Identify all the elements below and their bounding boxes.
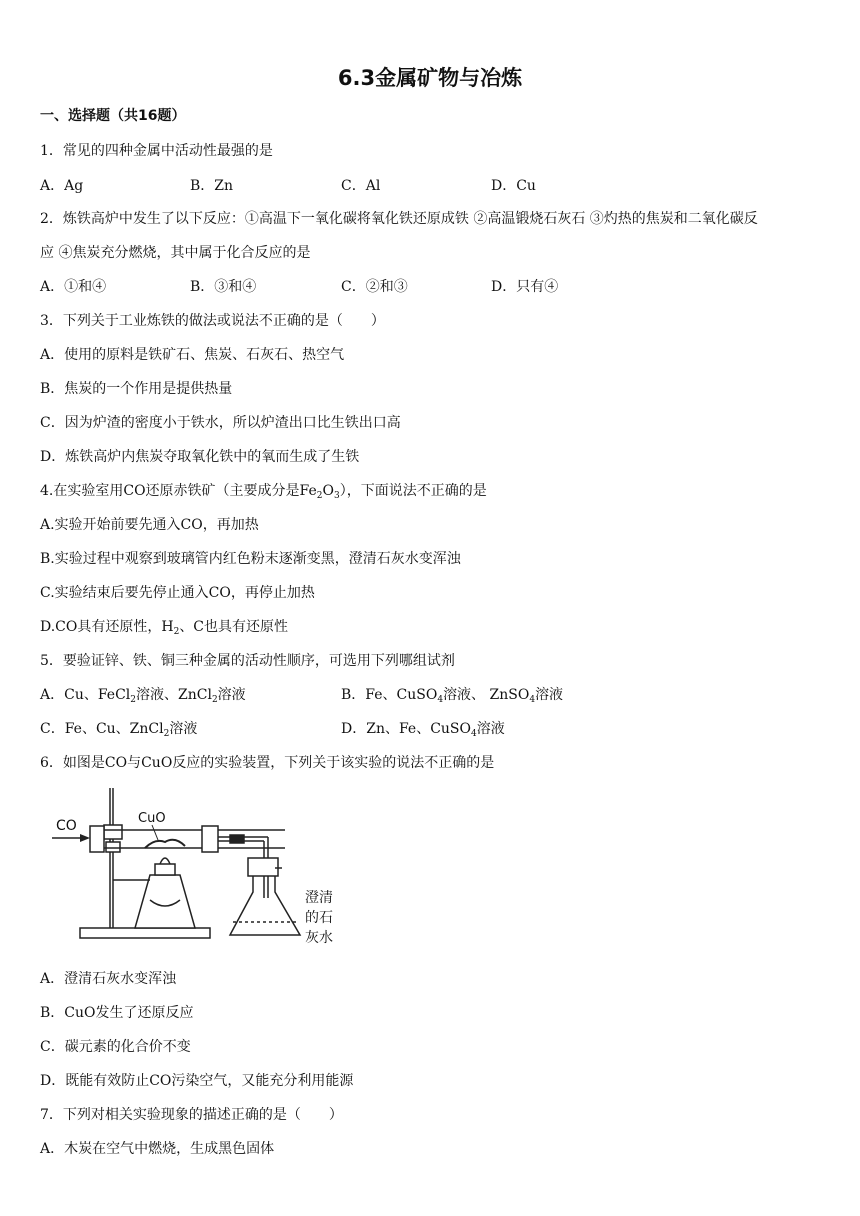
q5-option-b: B．Fe、CuSO$_4$溶液、 ZnSO$_4$溶液 [341, 687, 564, 705]
co-cuo-apparatus-figure [50, 780, 350, 950]
question-3-stem: 3．下列关于工业炼铁的做法或说法不正确的是（ ） [40, 313, 385, 329]
q4-option-d: D.CO具有还原性，$H_2$、C也具有还原性 [40, 619, 289, 637]
q6-option-b: B．CuO发生了还原反应 [40, 1005, 194, 1021]
question-6-stem: 6．如图是CO与CuO反应的实验装置，下列关于该实验的说法不正确的是 [40, 755, 495, 771]
q1-option-c: C．Al [341, 178, 381, 194]
q5-option-a: A．Cu、FeCl$_2$溶液、ZnCl$_2$溶液 [40, 687, 246, 705]
q1-option-b: B．Zn [190, 178, 234, 194]
q4-option-a: A.实验开始前要先通入CO，再加热 [40, 517, 259, 533]
question-4-stem: 4.在实验室用CO还原赤铁矿（主要成分是$Fe_2O_3$），下面说法不正确的是 [40, 483, 487, 501]
q2-option-d: D．只有④ [491, 279, 559, 295]
question-1-stem: 1．常见的四种金属中活动性最强的是 [40, 143, 273, 159]
q5-option-d: D．Zn、Fe、CuSO$_4$溶液 [341, 721, 505, 739]
figure-limewater-label-1: 澄清 [305, 890, 333, 906]
q7-option-a: A．木炭在空气中燃烧，生成黑色固体 [40, 1141, 275, 1157]
q3-option-a: A．使用的原料是铁矿石、焦炭、石灰石、热空气 [40, 347, 345, 363]
q4-option-c: C.实验结束后要先停止通入CO，再停止加热 [40, 585, 315, 601]
q2-option-a: A．①和④ [40, 279, 107, 295]
figure-co-label: CO [56, 818, 77, 834]
question-7-stem: 7．下列对相关实验现象的描述正确的是（ ） [40, 1107, 343, 1123]
figure-cuo-label: CuO [138, 811, 166, 826]
q2-option-b: B．③和④ [190, 279, 257, 295]
q3-option-d: D．炼铁高炉内焦炭夺取氧化铁中的氧而生成了生铁 [40, 449, 360, 465]
page-title: 6.3金属矿物与冶炼 [337, 66, 523, 90]
q6-option-a: A．澄清石灰水变浑浊 [40, 971, 177, 987]
question-2-stem-line2: 应 ④焦炭充分燃烧，其中属于化合反应的是 [40, 245, 311, 261]
q1-option-a: A．Ag [40, 178, 84, 194]
section-heading: 一、选择题（共16题） [40, 108, 186, 124]
q4-option-b: B.实验过程中观察到玻璃管内红色粉末逐渐变黑，澄清石灰水变浑浊 [40, 551, 461, 567]
q3-option-b: B．焦炭的一个作用是提供热量 [40, 381, 233, 397]
q5-option-c: C．Fe、Cu、ZnCl$_2$溶液 [40, 721, 198, 739]
figure-limewater-label-2: 的石 [305, 910, 333, 926]
q2-option-c: C．②和③ [341, 279, 408, 295]
figure-limewater-label-3: 灰水 [305, 930, 333, 946]
q6-option-c: C．碳元素的化合价不变 [40, 1039, 191, 1055]
q6-option-d: D．既能有效防止CO污染空气，又能充分利用能源 [40, 1073, 354, 1089]
question-5-stem: 5．要验证锌、铁、铜三种金属的活动性顺序，可选用下列哪组试剂 [40, 653, 455, 669]
question-2-stem-line1: 2．炼铁高炉中发生了以下反应：①高温下一氧化碳将氧化铁还原成铁 ②高温锻烧石灰石 ③灼热的焦炭和二氧化碳反 [40, 211, 758, 227]
q1-option-d: D．Cu [491, 178, 536, 194]
q3-option-c: C．因为炉渣的密度小于铁水，所以炉渣出口比生铁出口高 [40, 415, 401, 431]
